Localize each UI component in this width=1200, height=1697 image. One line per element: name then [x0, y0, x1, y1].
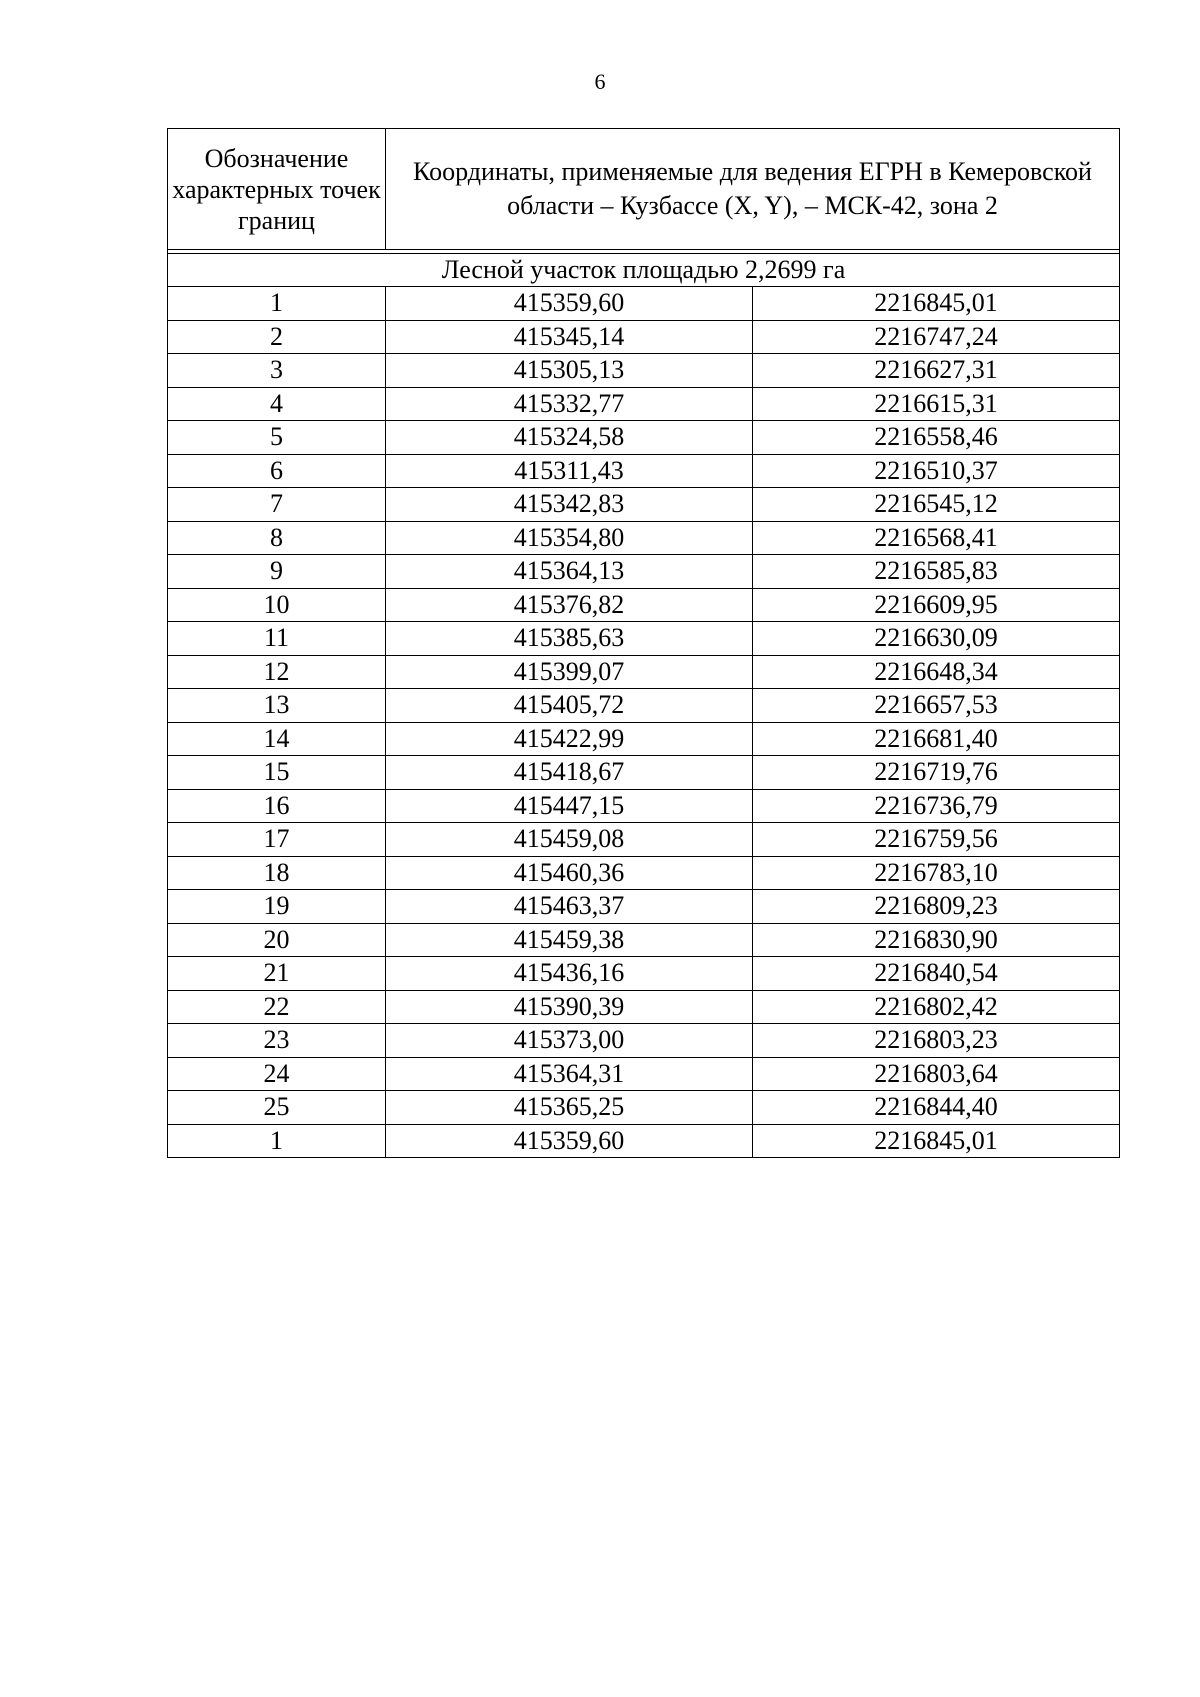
y-coordinate-cell: 2216845,01 [753, 287, 1120, 321]
x-coordinate-cell: 415463,37 [386, 890, 753, 924]
point-number-cell: 12 [168, 655, 386, 689]
table-row [168, 488, 1120, 522]
x-coordinate-cell: 415365,25 [386, 1091, 753, 1125]
point-number-cell: 5 [168, 421, 386, 455]
x-coordinate-cell: 415460,36 [386, 856, 753, 890]
table-row [168, 1024, 1120, 1058]
x-coordinate-cell: 415373,00 [386, 1024, 753, 1058]
y-coordinate-cell: 2216803,23 [753, 1024, 1120, 1058]
y-coordinate-cell: 2216809,23 [753, 890, 1120, 924]
table-row [168, 756, 1120, 790]
table-row [168, 655, 1120, 689]
point-number-cell: 17 [168, 823, 386, 857]
x-coordinate-cell: 415332,77 [386, 387, 753, 421]
point-number-cell: 24 [168, 1057, 386, 1091]
table-row [168, 1057, 1120, 1091]
section-title: Лесной участок площадью 2,2699 га [168, 254, 1120, 287]
x-coordinate-cell: 415305,13 [386, 354, 753, 388]
point-number-cell: 16 [168, 789, 386, 823]
point-number-cell: 13 [168, 689, 386, 723]
x-coordinate-cell: 415390,39 [386, 990, 753, 1024]
point-number-cell: 14 [168, 722, 386, 756]
y-coordinate-cell: 2216845,01 [753, 1124, 1120, 1158]
y-coordinate-cell: 2216657,53 [753, 689, 1120, 723]
table-row [168, 957, 1120, 991]
y-coordinate-cell: 2216545,12 [753, 488, 1120, 522]
y-coordinate-cell: 2216830,90 [753, 923, 1120, 957]
x-coordinate-cell: 415422,99 [386, 722, 753, 756]
table-row [168, 588, 1120, 622]
point-number-cell: 25 [168, 1091, 386, 1125]
table-row [168, 789, 1120, 823]
table-row [168, 622, 1120, 656]
point-number-cell: 6 [168, 454, 386, 488]
point-number-cell: 18 [168, 856, 386, 890]
table-row [168, 555, 1120, 589]
x-coordinate-cell: 415447,15 [386, 789, 753, 823]
x-coordinate-cell: 415311,43 [386, 454, 753, 488]
y-coordinate-cell: 2216510,37 [753, 454, 1120, 488]
table-row [168, 354, 1120, 388]
point-number-cell: 1 [168, 1124, 386, 1158]
point-number-cell: 7 [168, 488, 386, 522]
y-coordinate-cell: 2216609,95 [753, 588, 1120, 622]
x-coordinate-cell: 415385,63 [386, 622, 753, 656]
point-number-cell: 1 [168, 287, 386, 321]
y-coordinate-cell: 2216844,40 [753, 1091, 1120, 1125]
x-coordinate-cell: 415459,38 [386, 923, 753, 957]
x-coordinate-cell: 415359,60 [386, 287, 753, 321]
table-row [168, 287, 1120, 321]
x-coordinate-cell: 415436,16 [386, 957, 753, 991]
table-row [168, 521, 1120, 555]
table-row [168, 454, 1120, 488]
y-coordinate-cell: 2216736,79 [753, 789, 1120, 823]
y-coordinate-cell: 2216759,56 [753, 823, 1120, 857]
table-row [168, 689, 1120, 723]
x-coordinate-cell: 415364,13 [386, 555, 753, 589]
y-coordinate-cell: 2216803,64 [753, 1057, 1120, 1091]
y-coordinate-cell: 2216630,09 [753, 622, 1120, 656]
point-number-cell: 3 [168, 354, 386, 388]
page-number: 6 [594, 69, 606, 94]
point-number-cell: 8 [168, 521, 386, 555]
table-header-row [168, 129, 1120, 250]
point-number-cell: 9 [168, 555, 386, 589]
y-coordinate-cell: 2216681,40 [753, 722, 1120, 756]
table-row [168, 320, 1120, 354]
y-coordinate-cell: 2216719,76 [753, 756, 1120, 790]
y-coordinate-cell: 2216783,10 [753, 856, 1120, 890]
table-row [168, 923, 1120, 957]
y-coordinate-cell: 2216840,54 [753, 957, 1120, 991]
x-coordinate-cell: 415418,67 [386, 756, 753, 790]
y-coordinate-cell: 2216585,83 [753, 555, 1120, 589]
y-coordinate-cell: 2216747,24 [753, 320, 1120, 354]
x-coordinate-cell: 415399,07 [386, 655, 753, 689]
point-number-cell: 23 [168, 1024, 386, 1058]
x-coordinate-cell: 415359,60 [386, 1124, 753, 1158]
point-column-header: Обозначение характерных точек границ [168, 129, 386, 250]
x-coordinate-cell: 415342,83 [386, 488, 753, 522]
y-coordinate-cell: 2216648,34 [753, 655, 1120, 689]
table-row [168, 1124, 1120, 1158]
point-number-cell: 10 [168, 588, 386, 622]
section-title-row [168, 254, 1120, 287]
table-row [168, 387, 1120, 421]
y-coordinate-cell: 2216615,31 [753, 387, 1120, 421]
coordinates-column-header: Координаты, применяемые для ведения ЕГРН в Кемеровской области – Кузбассе (X, Y), – МСК-42, зона 2 [386, 129, 1120, 250]
y-coordinate-cell: 2216568,41 [753, 521, 1120, 555]
point-number-cell: 20 [168, 923, 386, 957]
point-number-cell: 2 [168, 320, 386, 354]
table-row [168, 856, 1120, 890]
y-coordinate-cell: 2216558,46 [753, 421, 1120, 455]
x-coordinate-cell: 415376,82 [386, 588, 753, 622]
table-row [168, 990, 1120, 1024]
point-number-cell: 21 [168, 957, 386, 991]
x-coordinate-cell: 415459,08 [386, 823, 753, 857]
y-coordinate-cell: 2216802,42 [753, 990, 1120, 1024]
point-number-cell: 19 [168, 890, 386, 924]
point-number-cell: 4 [168, 387, 386, 421]
point-number-cell: 15 [168, 756, 386, 790]
x-coordinate-cell: 415405,72 [386, 689, 753, 723]
x-coordinate-cell: 415345,14 [386, 320, 753, 354]
x-coordinate-cell: 415354,80 [386, 521, 753, 555]
table-row [168, 421, 1120, 455]
table-row [168, 890, 1120, 924]
point-number-cell: 22 [168, 990, 386, 1024]
table-row [168, 823, 1120, 857]
x-coordinate-cell: 415324,58 [386, 421, 753, 455]
table-row [168, 722, 1120, 756]
point-number-cell: 11 [168, 622, 386, 656]
table-row [168, 1091, 1120, 1125]
coordinates-table [167, 128, 1120, 1158]
x-coordinate-cell: 415364,31 [386, 1057, 753, 1091]
y-coordinate-cell: 2216627,31 [753, 354, 1120, 388]
